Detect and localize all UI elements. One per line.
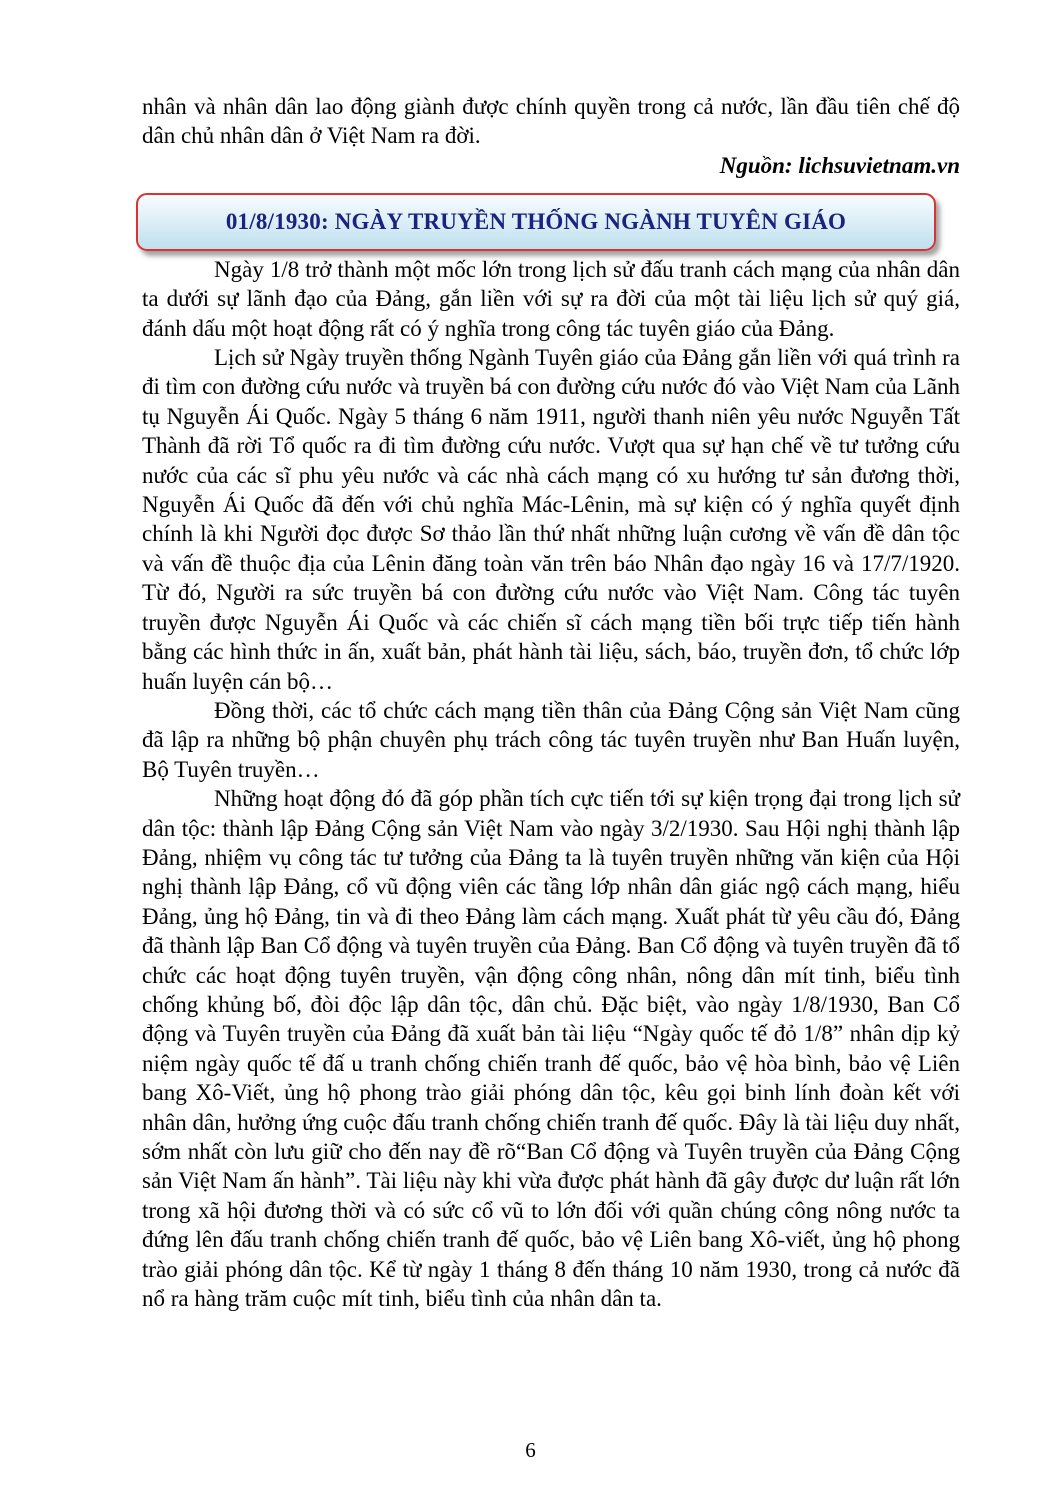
intro-paragraph: nhân và nhân dân lao động giành được chính quyền trong cả nước, lần đầu tiên chế độ dân chủ nhân dân ở Việt Nam ra đời. — [142, 94, 960, 149]
section-heading-box — [136, 193, 936, 251]
document-page — [142, 92, 960, 1313]
page-number: 6 — [525, 1438, 536, 1462]
source-citation: Nguồn: lichsuvietnam.vn — [719, 152, 960, 178]
body-paragraph-2: Lịch sử Ngày truyền thống Ngành Tuyên giáo của Đảng gắn liền với quá trình ra đi tìm con đường cứu nước và truyền bá con đường cứu nước đó vào Việt Nam của Lãnh tụ Nguyễn Ái Quốc. Ngày 5 tháng 6 năm 1911, người thanh niên yêu nước Nguyễn Tất Thành đã rời Tổ quốc ra đi tìm đường cứu nước. Vượt qua sự hạn chế về tư tưởng cứu nước của các sĩ phu yêu nước và các nhà cách mạng có xu hướng tư sản đương thời, Nguyễn Ái Quốc đã đến với chủ nghĩa Mác-Lênin, mà sự kiện có ý nghĩa quyết định chính là khi Người đọc được Sơ thảo lần thứ nhất những luận cương về vấn đề dân tộc và vấn đề thuộc địa của Lênin đăng toàn văn trên báo Nhân đạo ngày 16 và 17/7/1920. Từ đó, Người ra sức truyền bá con đường cứu nước vào Việt Nam. Công tác tuyên truyền được Nguyễn Ái Quốc và các chiến sĩ cách mạng tiền bối trực tiếp tiến hành bằng các hình thức in ấn, xuất bản, phát hành tài liệu, sách, báo, truyền đơn, tổ chức lớp huấn luyện cán bộ… — [142, 345, 960, 694]
body-paragraph-3: Đồng thời, các tổ chức cách mạng tiền thân của Đảng Cộng sản Việt Nam cũng đã lập ra những bộ phận chuyên phụ trách công tác tuyên truyền như Ban Huấn luyện, Bộ Tuyên truyền… — [142, 697, 960, 782]
body-paragraph-1: Ngày 1/8 trở thành một mốc lớn trong lịch sử đấu tranh cách mạng của nhân dân ta dưới sự lãnh đạo của Đảng, gắn liền với sự ra đời của một tài liệu lịch sử quý giá, đánh dấu một hoạt động rất có ý nghĩa trong công tác tuyên giáo của Đảng. — [142, 256, 960, 341]
section-heading: 01/8/1930: NGÀY TRUYỀN THỐNG NGÀNH TUYÊN GIÁO — [225, 208, 847, 234]
body-paragraph-4: Những hoạt động đó đã góp phần tích cực tiến tới sự kiện trọng đại trong lịch sử dân tộc: thành lập Đảng Cộng sản Việt Nam vào ngày 3/2/1930. Sau Hội nghị thành lập Đảng, nhiệm vụ công tác tư tưởng của Đảng ta là tuyên truyền những văn kiện của Hội nghị thành lập Đảng, cổ vũ động viên các tầng lớp nhân dân giác ngộ cách mạng, hiểu Đảng, ủng hộ Đảng, tin và đi theo Đảng làm cách mạng. Xuất phát từ yêu cầu đó, Đảng đã thành lập Ban Cổ động và tuyên truyền của Đảng. Ban Cổ động và tuyên truyền đã tổ chức các hoạt động tuyên truyền, vận động công nhân, nông dân mít tinh, biểu tình chống khủng bố, đòi độc lập dân tộc, dân chủ. Đặc biệt, vào ngày 1/8/1930, Ban Cổ động và Tuyên truyền của Đảng đã xuất bản tài liệu “Ngày quốc tế đỏ 1/8” nhân dịp kỷ niệm ngày quốc tế đấ u tranh chống chiến tranh đế quốc, bảo vệ hòa bình, bảo vệ Liên bang Xô-Viết, ủng hộ phong trào giải phóng dân tộc, kêu gọi binh lính đoàn kết với nhân dân, hưởng ứng cuộc đấu tranh chống chiến tranh đế quốc. Đây là tài liệu duy nhất, sớm nhất còn lưu giữ cho đến nay đề rõ“Ban Cổ động và Tuyên truyền của Đảng Cộng sản Việt Nam ấn hành”. Tài liệu này khi vừa được phát hành đã gây được dư luận rất lớn trong xã hội đương thời và có sức cổ vũ to lớn đối với quần chúng công nông nước ta đứng lên đấu tranh chống chiến tranh đế quốc, bảo vệ Liên bang Xô-viết, ủng hộ phong trào giải phóng dân tộc. Kể từ ngày 1 tháng 8 đến tháng 10 năm 1930, trong cả nước đã nổ ra hàng trăm cuộc mít tinh, biểu tình của nhân dân ta. — [142, 786, 960, 1312]
